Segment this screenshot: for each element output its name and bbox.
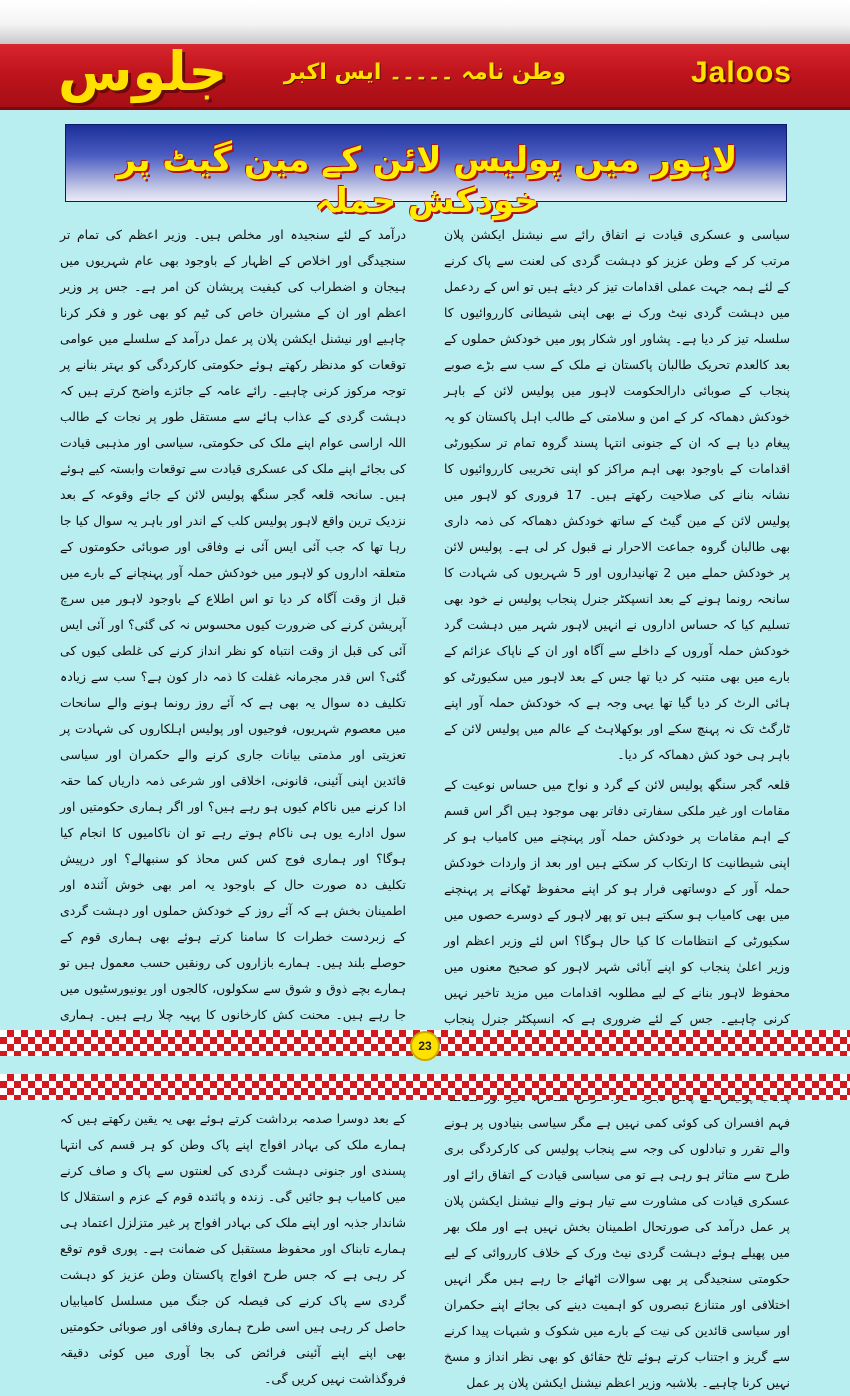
article-column-right <box>444 222 791 1390</box>
article-column-left <box>60 222 406 1386</box>
section-author-tag: وطن نامہ ۔۔۔۔۔ ایس اکبر <box>283 60 567 85</box>
page-number: 23 <box>410 1031 440 1061</box>
article-body <box>60 222 791 1390</box>
paragraph: قلعہ گجر سنگھ پولیس لائن کے گرد و نواح میں حساس نوعیت کے مقامات اور غیر ملکی سفارتی دفاتر بھی موجود ہیں اگر اس قسم کے اہم مقامات پر خودکش حملہ آور پہنچنے میں کامیاب ہو کر اپنی شیطانیت کا ارتکاب کر سکتے ہیں اور بعد از واردات خودکش حملہ آور کے دوساتھی فرار ہو کر اپنے محفوظ ٹھکانے پر پہنچنے میں بھی کامیاب ہو سکتے ہیں تو پھر لاہور کے دوسرے حصوں میں سکیورٹی کے انتظامات کا کیا حال ہوگا؟ اس لئے وزیر اعظم اور وزیر اعلیٰ پنجاب کو اپنے آبائی شہر لاہور کو صحیح معنوں میں محفوظ لاہور بنانے کے لیے مطلوبہ اقدامات میں مزید تاخیر نہیں کرنی چاہیے۔ جس کے لئے ضروری ہے کہ انسپکٹر جنرل پنجاب فہم افسران کی کوئی کمی نہیں ہے مگر سیاسی بنیادوں پر ہونے والے تقرر و تبادلوں کی وجہ سے پنجاب پولیس کی کارکردگی بری طرح سے متاثر ہو رہی ہے تو می سیاسی قیادت کے اتفاق رائے اور عسکری قیادت کی مشاورت سے تیار ہونے والے نیشنل ایکشن پلان پر عمل درآمد کی صورتحال اطمینان بخش نہیں ہے اور ملک بھر میں پھیلے ہوئے دہشت گردی نیٹ ورک کے خلاف کارروائی کے لیے حکومتی سنجیدگی پر بھی سوالات اٹھائے جا رہے ہیں مگر انہیں اختلافی اور متنازع تبصروں کو اہمیت دینے کی بجائے اپنے حکمران اور سیاسی قائدین کی نیت کے بارے میں شکوک و شبہات پیدا کرنے سے گریز و اجتناب کرتے ہوئے تلخ حقائق کو بھی نظر انداز و مسخ نہیں کرنا چاہیے۔ بلاشبہ وزیر اعظم نیشنل ایکشن پلان پر عمل <box>444 777 790 1390</box>
headline-box <box>65 124 787 221</box>
header-band <box>0 40 850 110</box>
magazine-logo-english: Jaloos <box>690 56 792 89</box>
article-headline: لاہور میں پولیس لائن کے مین گیٹ پر خودکش حملہ <box>116 140 738 221</box>
top-strip <box>0 0 850 44</box>
magazine-logo-urdu: جلوس <box>58 40 228 103</box>
paragraph: سیاسی و عسکری قیادت نے اتفاق رائے سے نیشنل ایکشن پلان مرتب کر کے وطن عزیز کو دہشت گردی کی لعنت سے پاک کرنے کے لئے ہمہ جہت عملی اقدامات تیز کر دیئے ہیں تو اس کے ردعمل میں دہشت گردی نیٹ ورک نے بھی اپنی شیطانی کارروائیوں کا سلسلہ تیز کر دیا ہے۔ پشاور اور شکار پور میں خودکش حملوں کے بعد کالعدم تحریک طالبان پاکستان نے ملک کے سب سے بڑے صوبے پنجاب کے صوبائی دارالحکومت لاہور میں پولیس لائن کے باہر خودکش دھماکہ کر کے امن و سلامتی کے طالب اہل پاکستان کو یہ پیغام دیا ہے کہ ان کے جنونی انتہا پسند گروہ تمام تر سکیورٹی اقدامات کے باوجود بھی اہم مراکز کو اپنی تخریبی کارروائیوں کا نشانہ بنانے کی صلاحیت رکھتے ہیں۔ 17 فروری کو لاہور میں پولیس لائن کے مین گیٹ کے ساتھ خودکش دھماکہ کی ذمہ داری بھی طالبان گروہ جماعت الاحرار نے قبول کر لی ہے۔ پولیس لائن پر خودکش حملے میں 2 تھانیداروں اور 5 شہریوں کی شہادت کا سانحہ رونما ہونے کے بعد انسپکٹر جنرل پنجاب پولیس نے خود بھی تسلیم کیا کہ حساس اداروں نے انہیں لاہور شہر میں دہشت گرد خودکش حملہ آوروں کے داخلے سے آگاہ اور ان کے ناپاک عزائم کے بارے میں بھی متنبہ کر دیا تھا جس کے بعد لاہور میں سکیورٹی کو ہائی الرٹ کر دیا گیا تھا یہی وجہ ہے کہ خودکش حملہ آور اپنے ٹارگٹ تک نہ پہنچ سکے اور بوکھلاہٹ کے عالم میں پولیس لائن کے باہر ہی خود کش دھماکہ کر دیا۔ <box>444 227 791 762</box>
paragraph: درآمد کے لئے سنجیدہ اور مخلص ہیں۔ وزیر اعظم کی تمام تر سنجیدگی اور اخلاص کے اظہار کے باوجود بھی عام شہریوں میں ہیجان و اضطراب کی کیفیت پریشان کن امر ہے۔ جس پر وزیر اعظم اور ان کے مشیران خاص کی ٹیم کو بھی غور و فکر کرنا چاہیے اور نیشنل ایکشن پلان پر عمل درآمد کے سلسلے میں عوامی توقعات کو مدنظر رکھتے ہوئے حکومتی کارکردگی کو بہتر بنانے پر توجہ مرکوز کرنی چاہیے۔ رائے عامہ کے جائزے واضح کرتے ہیں کہ دہشت گردی کے عذاب ہائے سے مستقل طور پر نجات کے طالب اللہ اراسی عوام اپنے ملک کی حکومتی، سیاسی اور مذہبی قیادت کی بجائے اپنے ملک کی عسکری قیادت سے توقعات وابستہ کیے ہوئے ہیں۔ سانحہ قلعہ گجر سنگھ پولیس لائن کے جائے وقوعہ کے بعد نزدیک ترین واقع لاہور پولیس کلب کے اندر اور باہر یہ سوال کیا جا رہا تھا کہ جب آئی ایس آئی نے وفاقی اور صوبائی حکومتوں کے متعلقہ اداروں کو لاہور میں خودکش حملہ آور پہنچانے کے بارے میں قبل از وقت آگاہ کر دیا تو اس اطلاع کے باوجود لاہور میں سرچ آپریشن کرنے کی ضرورت کیوں محسوس نہ کی گئی؟ اور آئی ایس آئی کی قبل از وقت انتباہ کو نظر انداز کرنے کی غلطی کیوں کی گئی؟ اس قدر مجرمانہ غفلت کا ذمہ دار کون ہے؟ سب سے زیادہ تکلیف دہ سوال یہ بھی ہے کہ آئے روز رونما ہونے والے سانحات میں معصوم شہریوں، فوجیوں اور پولیس اہلکاروں کی شہادت پر تعزیتی اور مذمتی بیانات جاری کرنے والے حکمران اور سیاسی قائدین اپنی آئینی، قانونی، اخلاقی اور شرعی ذمہ داریاں کما حقہ ادا کرنے میں ناکام کیوں ہو رہے ہیں؟ اور اگر ہماری حکومتیں اور سول ادارے یوں ہی ناکام ہوتے رہے تو ان ناکامیوں کا انجام کیا ہوگا؟ اور ہماری فوج کس کس محاذ کو سنبھالے؟ اور درپیش تکلیف دہ صورت حال کے باوجود یہ امر بھی خوش آئندہ اور اطمینان بخش ہے کہ آئے روز کے خودکش حملوں اور دہشت گردی کے زبردست خطرات کا سامنا کرتے ہوئے بھی ہماری قوم کے حوصلے بلند ہیں۔ ہمارے بازاروں کی رونقیں حسب معمول ہیں تو ہمارے بچے ذوق و شوق سے سکولوں، کالجوں اور یونیورسٹیوں میں جا رہے ہیں۔ محنت کش کارخانوں کا پہیہ چلا رہے ہیں۔ ہماری کے بعد دوسرا صدمہ برداشت کرتے ہوئے بھی یہ یقین رکھتے ہیں کہ ہمارے ملک کی بہادر افواج اپنے پاک وطن کو ہر قسم کی انتہا پسندی اور جنونی دہشت گردی کی لعنتوں سے پاک و صاف کرنے میں کامیاب ہو جائیں گی۔ زندہ و پائندہ قوم کے عزم و استقلال کا شاندار جذبہ اور اپنے ملک کی بہادر افواج پر غیر متزلزل اعتماد ہی ہمارے تابناک اور محفوظ مستقبل کی ضمانت ہے۔ پوری قوم توقع کر رہی ہے کہ جس طرح افواج پاکستان وطن عزیز کو دہشت گردی سے پاک کرنے کی فیصلہ کن جنگ میں مسلسل کامیابیاں حاصل کر رہی ہیں اسی طرح ہماری وفاقی اور صوبائی حکومتیں بھی اپنے اپنے آئینی فرائض کی بجا آوری میں کوئی دقیقہ فروگذاشت نہیں کریں گی۔ <box>60 227 406 1386</box>
checkered-border-bottom <box>0 1074 850 1100</box>
